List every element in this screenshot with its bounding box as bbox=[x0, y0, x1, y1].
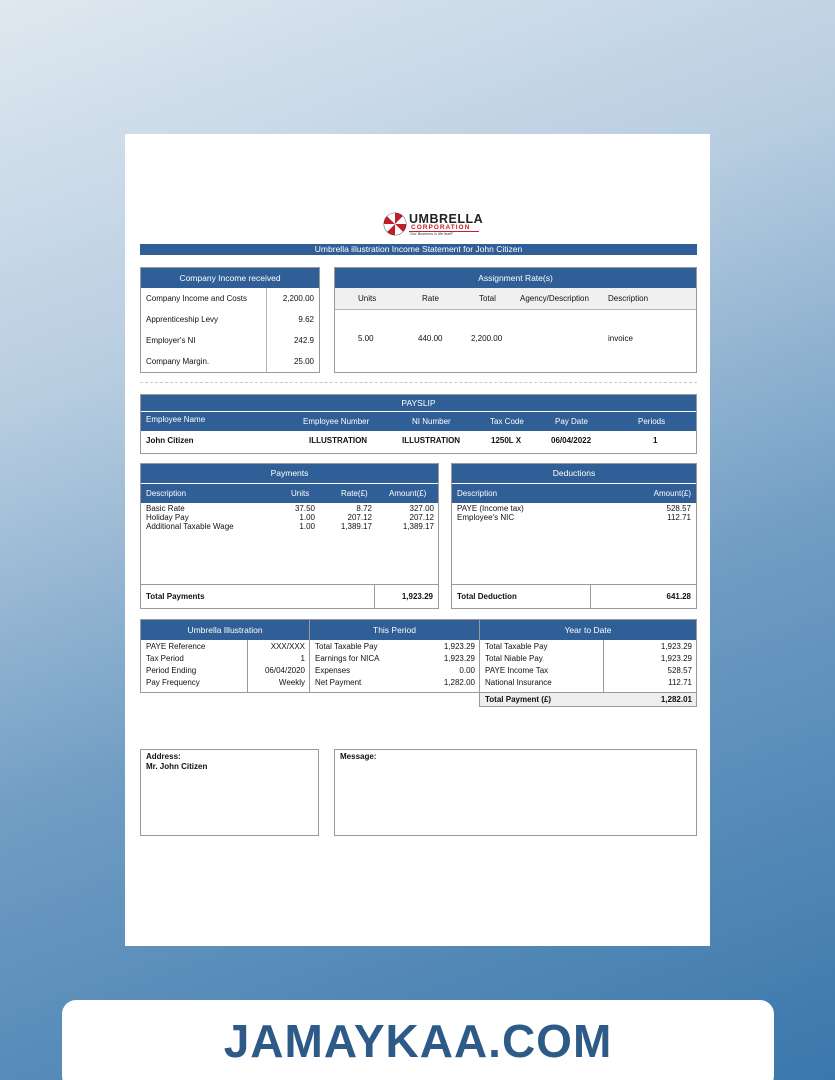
column-divider bbox=[266, 288, 267, 372]
payment-desc-2: Additional Taxable Wage bbox=[146, 522, 234, 531]
deduction-desc-0: PAYE (Income tax) bbox=[457, 504, 524, 513]
company-income-panel bbox=[140, 267, 320, 373]
payslip-col-number: Employee Number bbox=[303, 417, 370, 426]
deduction-amount-1: 112.71 bbox=[667, 513, 691, 522]
ytd-total-label: Total Payment (£) bbox=[485, 695, 552, 704]
umb-value-3: Weekly bbox=[278, 678, 305, 687]
deductions-col-amount: Amount(£) bbox=[653, 489, 691, 498]
company-income-header: Company Income received bbox=[141, 268, 319, 288]
payslip-col-ni: NI Number bbox=[412, 417, 451, 426]
payments-rows bbox=[141, 503, 438, 584]
assignment-data-row bbox=[335, 310, 696, 370]
umbrella-emblem-icon bbox=[383, 212, 407, 236]
payslip-header: PAYSLIP bbox=[141, 395, 696, 411]
deductions-total-value: 641.28 bbox=[666, 592, 691, 601]
assignment-col-rate: Rate bbox=[422, 294, 439, 303]
payments-col-amount: Amount(£) bbox=[389, 489, 427, 498]
ytd-label-1: Total Niable Pay bbox=[485, 654, 543, 663]
logo-corp: CORPORATION bbox=[411, 224, 471, 231]
ci-label-2: Employer's NI bbox=[146, 336, 196, 345]
deductions-rows bbox=[452, 503, 696, 584]
tp-label-3: Net Payment bbox=[315, 678, 362, 687]
ytd-value-0: 1,923.29 bbox=[660, 642, 692, 651]
payment-rate-1: 207.12 bbox=[347, 513, 372, 522]
assignment-total: 2,200.00 bbox=[471, 334, 503, 343]
this-period-header: This Period bbox=[310, 620, 479, 640]
payslip-pay-date: 06/04/2022 bbox=[551, 436, 592, 445]
umbrella-summary-panel bbox=[140, 619, 310, 693]
umbrella-logo bbox=[383, 212, 493, 242]
message-label: Message: bbox=[340, 752, 377, 761]
address-box bbox=[140, 749, 319, 836]
tp-label-2: Expenses bbox=[315, 666, 351, 675]
payment-amount-2: 1,389.17 bbox=[402, 522, 434, 531]
payment-desc-1: Holiday Pay bbox=[146, 513, 189, 522]
payslip-periods: 1 bbox=[653, 436, 658, 445]
umb-label-2: Period Ending bbox=[146, 666, 197, 675]
payslip-col-name: Employee Name bbox=[146, 415, 206, 424]
message-box bbox=[334, 749, 697, 836]
payment-rate-0: 8.72 bbox=[356, 504, 372, 513]
total-divider bbox=[590, 585, 591, 608]
payslip-number: ILLUSTRATION bbox=[309, 436, 368, 445]
deduction-amount-0: 528.57 bbox=[666, 504, 691, 513]
tp-label-1: Earnings for NICA bbox=[315, 654, 380, 663]
address-value: Mr. John Citizen bbox=[146, 762, 208, 771]
deduction-desc-1: Employee's NIC bbox=[457, 513, 515, 522]
tp-value-2: 0.00 bbox=[459, 666, 475, 675]
ytd-total-value: 1,282.01 bbox=[660, 695, 692, 704]
payments-total-value: 1,923.29 bbox=[401, 592, 433, 601]
logo-name: UMBRELLA bbox=[409, 212, 484, 226]
address-label: Address: bbox=[146, 752, 181, 761]
ytd-value-3: 112.71 bbox=[668, 678, 692, 687]
ci-value-1: 9.62 bbox=[298, 315, 314, 324]
ytd-value-2: 528.57 bbox=[667, 666, 692, 675]
brand-text: JAMAYKAA.COM bbox=[223, 1015, 613, 1067]
payment-units-0: 37.50 bbox=[294, 504, 315, 513]
statement-title: Umbrella illustration Income Statement for John Citizen bbox=[140, 244, 697, 255]
payments-column-row bbox=[141, 483, 438, 503]
umb-label-3: Pay Frequency bbox=[146, 678, 200, 687]
payslip-col-pay-date: Pay Date bbox=[555, 417, 588, 426]
ci-value-3: 25.00 bbox=[293, 357, 314, 366]
deductions-total-row bbox=[452, 584, 696, 607]
umbrella-summary-header: Umbrella Illustration bbox=[141, 620, 309, 640]
payment-amount-1: 207.12 bbox=[409, 513, 434, 522]
deductions-panel bbox=[451, 463, 697, 609]
payments-col-description: Description bbox=[146, 489, 187, 498]
payslip-col-periods: Periods bbox=[638, 417, 666, 426]
payment-desc-0: Basic Rate bbox=[146, 504, 185, 513]
column-divider bbox=[247, 640, 248, 692]
payments-total-label: Total Payments bbox=[146, 592, 205, 601]
ytd-label-2: PAYE Income Tax bbox=[485, 666, 549, 675]
logo-motto: "Our Business is life itself" bbox=[409, 232, 454, 236]
umb-value-0: XXX/XXX bbox=[270, 642, 305, 651]
payments-col-units: Units bbox=[291, 489, 310, 498]
payslip-col-tax-code: Tax Code bbox=[490, 417, 524, 426]
tp-value-0: 1,923.29 bbox=[443, 642, 475, 651]
ytd-total-row bbox=[480, 692, 696, 706]
section-divider bbox=[140, 382, 697, 383]
payments-panel bbox=[140, 463, 439, 609]
payslip-panel bbox=[140, 394, 697, 454]
assignment-description: invoice bbox=[608, 334, 633, 343]
ci-label-3: Company Margin. bbox=[146, 357, 210, 366]
umb-label-1: Tax Period bbox=[146, 654, 184, 663]
brand-footer bbox=[62, 1000, 774, 1080]
payments-col-rate: Rate(£) bbox=[341, 489, 368, 498]
tp-label-0: Total Taxable Pay bbox=[315, 642, 378, 651]
payslip-name: John Citizen bbox=[146, 436, 194, 445]
umbrella-summary-rows bbox=[141, 640, 309, 692]
payslip-ni: ILLUSTRATION bbox=[402, 436, 461, 445]
umb-value-1: 1 bbox=[300, 654, 305, 663]
ci-label-1: Apprenticeship Levy bbox=[146, 315, 219, 324]
tp-value-1: 1,923.29 bbox=[443, 654, 475, 663]
payment-units-2: 1.00 bbox=[299, 522, 315, 531]
assignment-col-agency: Agency/Description bbox=[520, 294, 589, 303]
ci-value-0: 2,200.00 bbox=[282, 294, 314, 303]
payment-units-1: 1.00 bbox=[299, 513, 315, 522]
assignment-col-total: Total bbox=[479, 294, 496, 303]
deductions-total-label: Total Deduction bbox=[457, 592, 517, 601]
payslip-tax-code: 1250L X bbox=[491, 436, 522, 445]
this-period-rows bbox=[310, 640, 479, 692]
deductions-column-row bbox=[452, 483, 696, 503]
payments-header: Payments bbox=[141, 464, 438, 483]
ytd-label-0: Total Taxable Pay bbox=[485, 642, 548, 651]
assignment-col-description: Description bbox=[608, 294, 649, 303]
assignment-col-units: Units bbox=[358, 294, 377, 303]
ci-label-0: Company Income and Costs bbox=[146, 294, 247, 303]
umb-label-0: PAYE Reference bbox=[146, 642, 206, 651]
payslip-column-row bbox=[141, 411, 696, 431]
ytd-header: Year to Date bbox=[480, 620, 696, 640]
assignment-column-row bbox=[335, 288, 696, 310]
ytd-label-3: National Insurance bbox=[485, 678, 552, 687]
ci-value-2: 242.9 bbox=[293, 336, 314, 345]
assignment-rate: 440.00 bbox=[418, 334, 443, 343]
assignment-header: Assignment Rate(s) bbox=[335, 268, 696, 288]
umb-value-2: 06/04/2020 bbox=[264, 666, 305, 675]
ytd-rows bbox=[480, 640, 696, 692]
assignment-units: 5.00 bbox=[358, 334, 374, 343]
assignment-rates-panel bbox=[334, 267, 697, 373]
total-divider bbox=[374, 585, 375, 608]
payment-rate-2: 1,389.17 bbox=[340, 522, 372, 531]
year-to-date-panel bbox=[479, 619, 697, 707]
payment-amount-0: 327.00 bbox=[409, 504, 434, 513]
payslip-data-row bbox=[141, 431, 696, 453]
this-period-panel bbox=[309, 619, 480, 693]
tp-value-3: 1,282.00 bbox=[443, 678, 475, 687]
payslip-document bbox=[125, 134, 710, 946]
deductions-col-description: Description bbox=[457, 489, 498, 498]
deductions-header: Deductions bbox=[452, 464, 696, 483]
payments-total-row bbox=[141, 584, 438, 607]
ytd-value-1: 1,923.29 bbox=[660, 654, 692, 663]
